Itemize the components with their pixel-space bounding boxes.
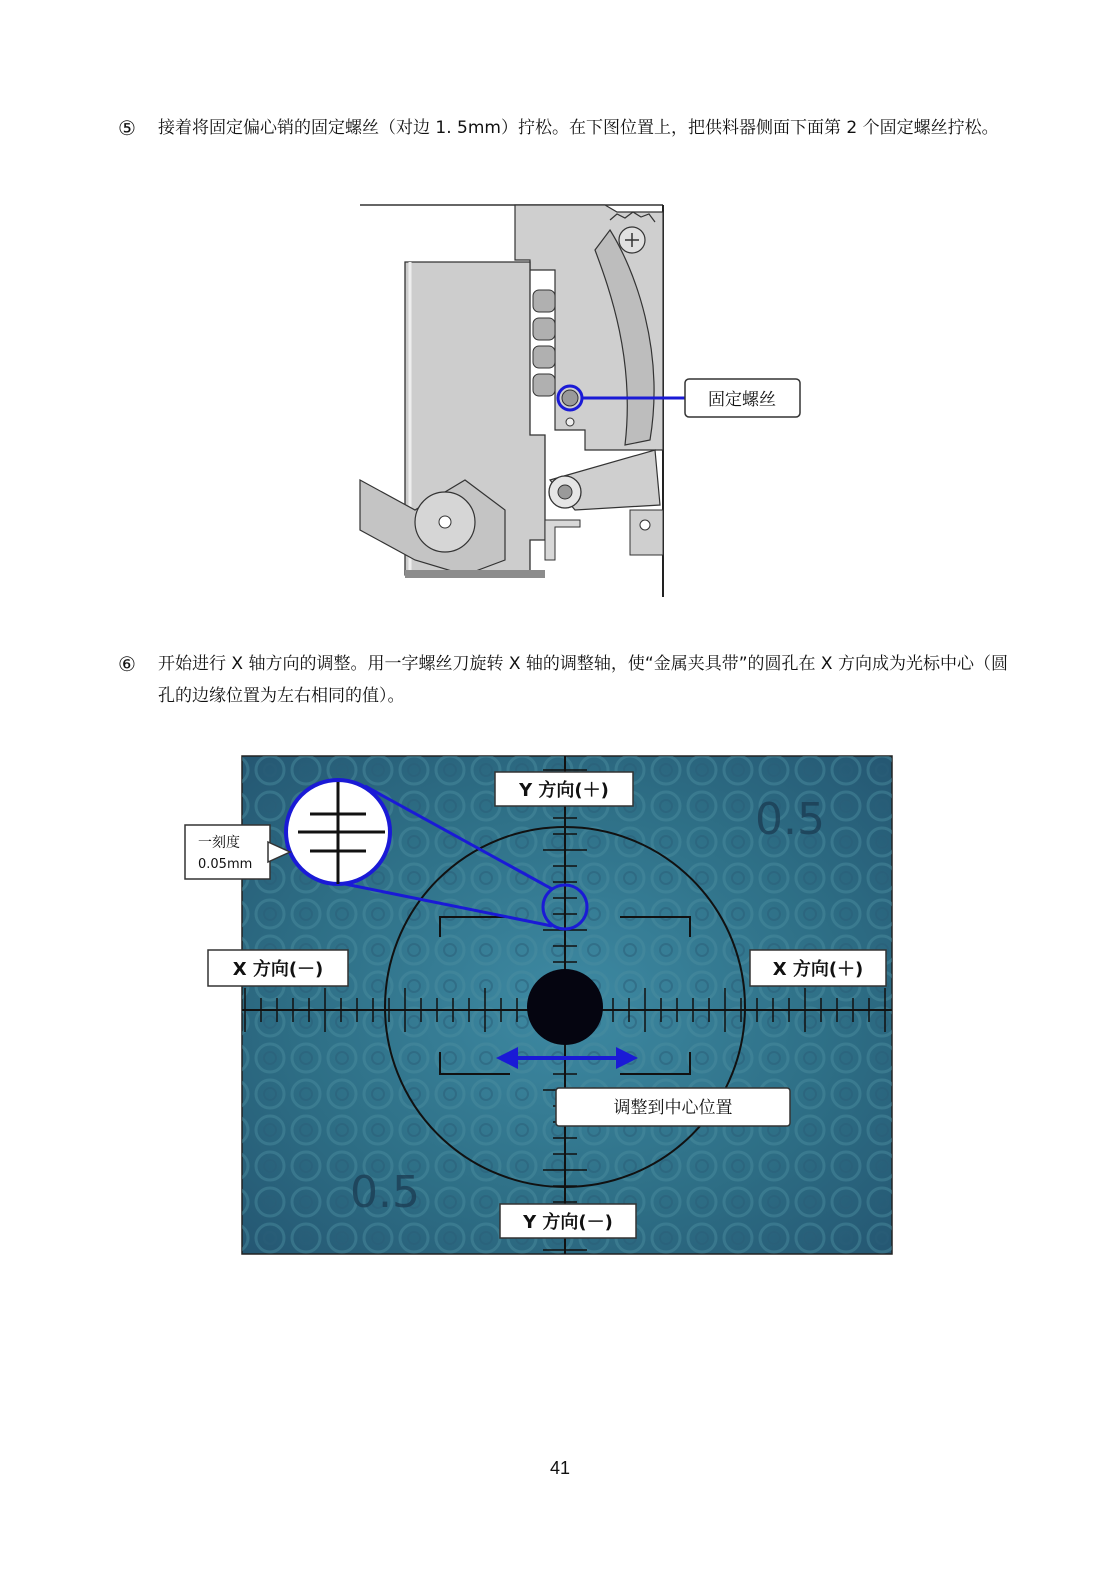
- step-number: ⑥: [118, 652, 136, 676]
- scale-value: 0.05mm: [198, 857, 253, 872]
- y-minus-label: Y 方向(－): [523, 1212, 613, 1233]
- step-text: 接着将固定偏心销的固定螺丝（对边 1. 5mm）拧松。在下图位置上，把供料器侧面下面第 2 个固定螺丝拧松。: [158, 118, 999, 138]
- y-plus-label: Y 方向(＋): [519, 780, 609, 801]
- step-number: ⑤: [118, 116, 136, 140]
- step-text: 开始进行 X 轴方向的调整。用一字螺丝刀旋转 X 轴的调整轴，使“金属夹具带”的圆孔在 X 方向成为光标中心（圆孔的边缘位置为左右相同的值）。: [158, 654, 1008, 706]
- page-number: 41: [549, 1458, 571, 1478]
- x-plus-label: X 方向(＋): [772, 959, 864, 980]
- round-hole: [527, 969, 603, 1045]
- reticle-view-diagram: [180, 752, 900, 1262]
- feeder-side-diagram: [355, 200, 815, 605]
- scale-title: 一刻度: [198, 835, 240, 851]
- x-minus-label: X 方向(－): [232, 959, 324, 980]
- callout-label: 固定螺丝: [708, 390, 776, 410]
- center-label: 调整到中心位置: [613, 1098, 733, 1118]
- reticle-number-top: 0.5: [755, 794, 825, 845]
- reticle-number-bottom: 0.5: [350, 1167, 420, 1218]
